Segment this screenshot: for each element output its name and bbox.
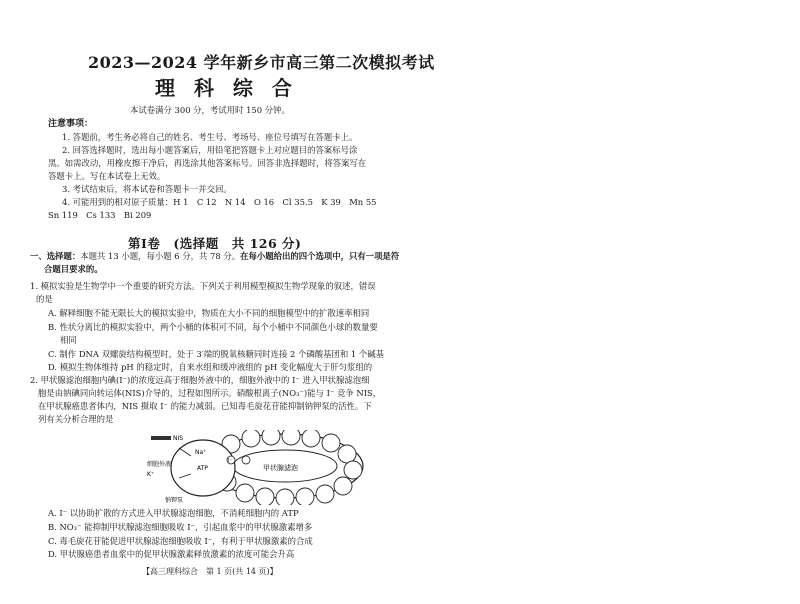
notice-item: 3. 考试结束后，将本试卷和答题卡一并交回。 [62, 184, 232, 194]
q1-option-a: A. 解释细胞不能无限长大的模拟实验中，物质在大小不同的细胞模型中的扩散速率相同 [48, 308, 370, 318]
page-footer: 【高三理科综合 第 1 页(共 14 页)】 [142, 567, 278, 576]
q2-option-b: B. NO₃⁻ 能抑制甲状腺滤泡细胞吸收 I⁻，引起血浆中的甲状腺激素增多 [48, 522, 313, 532]
na-label: Na⁺ [195, 449, 207, 456]
notice-title: 注意事项： [48, 119, 94, 129]
nis-marker [151, 436, 171, 440]
iodide-circle-2 [242, 456, 250, 464]
pump-label: 钠钾泵 [165, 497, 184, 504]
notice-item: 黑。如需改动，用橡皮擦干净后，再选涂其他答案标号。回答非选择题时，将答案写在 [48, 158, 367, 168]
section-title: 第Ⅰ卷 (选择题 共 126 分) [128, 236, 302, 251]
thyroid-follicle-figure [145, 430, 385, 505]
follicle-label: 甲状腺滤泡 [263, 464, 298, 472]
q2-stem-line: 列有关分析合理的是 [38, 414, 114, 424]
exam-info: 本试卷满分 300 分，考试用时 150 分钟。 [130, 105, 290, 115]
q1-option-b: B. 性状分离比的模拟实验中，两个小桶的体积可不同，每个小桶中不同颜色小球的数量要 [48, 322, 378, 332]
atp-label: ATP [197, 465, 208, 472]
iodide-label: I⁻ [228, 458, 233, 464]
part1-intro [30, 250, 399, 263]
notice-item: 4. 可能用到的相对原子质量：H 1 C 12 N 14 O 16 Cl 35.5 K 39 Mn 55 [62, 197, 377, 207]
notice-item: 2. 回答选择题时，选出每小题答案后，用铅笔把答题卡上对应题目的答案标号涂 [62, 145, 358, 155]
subject-title: 理 科 综 合 [155, 76, 298, 100]
part1-intro-label: 一、选择题： [30, 251, 81, 261]
q2-stem-line: 胞是由钠碘同向转运体(NIS)介导的，过程如图所示。硝酸根离子(NO₃⁻)能与 I⁻ 竞争 NIS， [38, 388, 382, 398]
q2-option-a: A. I⁻ 以协助扩散的方式进入甲状腺滤泡细胞，不消耗细胞内的 ATP [48, 508, 299, 518]
q1-option-c: C. 制作 DNA 双螺旋结构模型时，处于 3′端的脱氧核糖同时连接 2 个磷酸基团和 1 个碱基 [48, 349, 385, 359]
q2-stem-line: 2. 甲状腺滤泡细胞内碘(I⁻)的浓度远高于细胞外液中的，细胞外液中的 I⁻ 进入甲状腺滤泡细 [30, 375, 370, 385]
part1-intro-line2: 合题目要求的。 [44, 264, 103, 274]
q1-option-d: D. 模拟生物体维持 pH 的稳定时，自来水组和缓冲液组的 pH 变化幅度大于肝匀浆组的 [48, 362, 373, 372]
k-label: K⁺ [147, 471, 155, 478]
q1-stem-line: 1. 模拟实验是生物学中一个重要的研究方法。下列关于利用模型模拟生物学现象的叙述，错误 [30, 281, 376, 291]
extracellular-label: 细胞外液 [147, 461, 172, 468]
q1-option-b-cont: 相同 [60, 335, 77, 345]
nis-label: NIS [173, 435, 184, 442]
notice-item: Sn 119 Cs 133 Bi 209 [48, 210, 152, 220]
q2-option-d: D. 甲状腺癌患者血浆中的促甲状腺激素释放激素的浓度可能会升高 [48, 549, 295, 559]
q2-option-c: C. 毒毛旋花苷能促进甲状腺滤泡细胞吸收 I⁻，有利于甲状腺激素的合成 [48, 536, 313, 546]
notice-item: 答题卡上。写在本试卷上无效。 [48, 171, 166, 181]
part1-intro-text-bold: 在每小题给出的四个选项中，只有一项是符 [240, 251, 400, 261]
notice-item: 1. 答题前，考生务必将自己的姓名、考生号、考场号、座位号填写在答题卡上。 [62, 132, 358, 142]
part1-intro-text: 本题共 13 小题，每小题 6 分，共 78 分。 [80, 251, 241, 261]
exam-title: 2023—2024 学年新乡市高三第二次模拟考试 [88, 53, 435, 72]
q2-stem-line: 在甲状腺癌患者体内，NIS 摄取 I⁻ 的能力减弱。已知毒毛旋花苷能抑制钠钾泵的活性。下 [38, 401, 372, 411]
q1-stem-line: 的是 [36, 294, 53, 304]
